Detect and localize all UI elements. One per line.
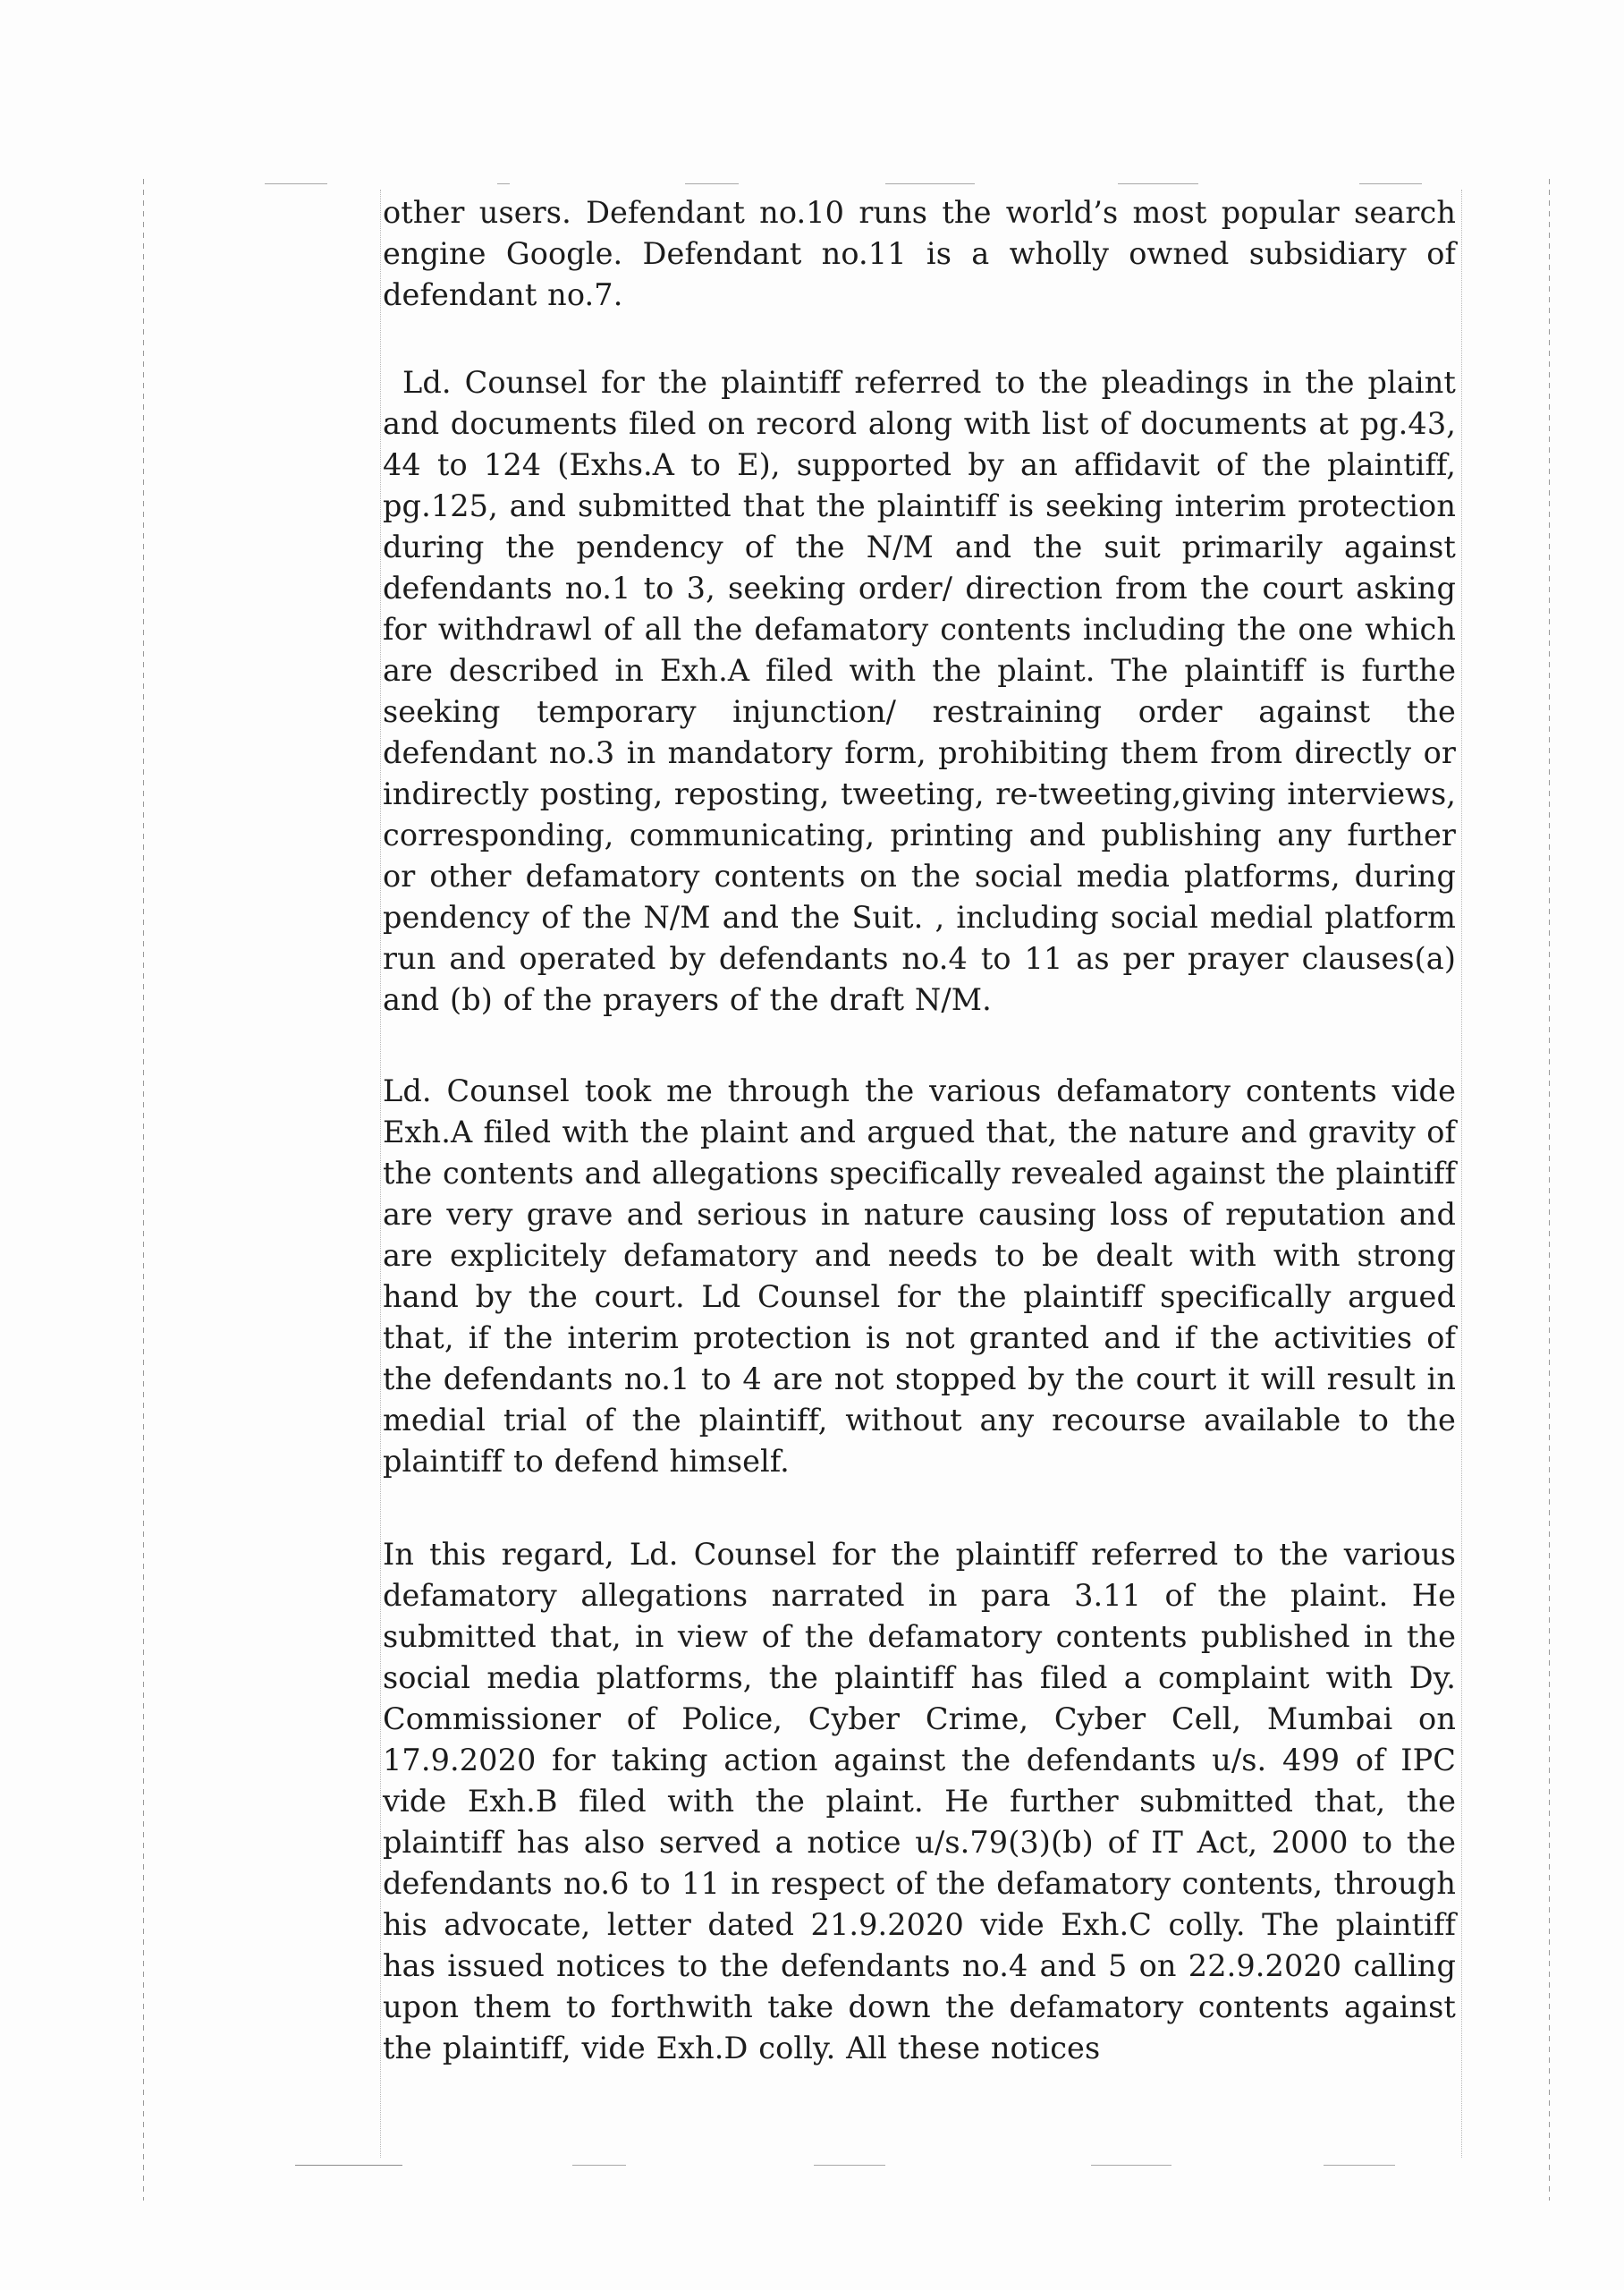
scan-edge-left	[143, 179, 144, 2201]
paragraph: other users. Defendant no.10 runs the world’s most popular search engine Google. Defendant no.11 is a wholly owned subsidiary of defendant no.7.	[383, 195, 1456, 312]
scan-mark-top	[1359, 183, 1422, 184]
scan-mark-bottom	[814, 2165, 885, 2166]
scan-mark-bottom	[1091, 2165, 1171, 2166]
scan-edge-right	[1549, 179, 1550, 2201]
document-body	[383, 192, 1456, 2069]
scan-mark-top	[497, 183, 510, 184]
scan-mark-top	[1118, 183, 1198, 184]
scan-mark-bottom	[572, 2165, 626, 2166]
paragraph: Ld. Counsel took me through the various defamatory contents vide Exh.A filed with the plaint and argued that, the nature and gravity of the contents and allegations specifically revealed against the plaintiff are very grave and serious in nature causing loss of reputation and are explicitely defamatory and needs to be dealt with with strong hand by the court. Ld Counsel for the plaintiff specifically argued that, if the interim protection is not granted and if the activities of the defendants no.1 to 4 are not stopped by the court it will result in medial trial of the plaintiff, without any recourse available to the plaintiff to defend himself.	[383, 1073, 1456, 1479]
scan-mark-top	[885, 183, 975, 184]
scan-mark-top	[685, 183, 739, 184]
paragraph: Ld. Counsel for the plaintiff referred to the pleadings in the plaint and documents filed on record along with list of documents at pg.43, 44 to 124 (Exhs.A to E), supported by an affidavit of the plaintiff, pg.125, and submitted that the plaintiff is seeking interim protection during the pendency of the N/M and the suit primarily against defendants no.1 to 3, seeking order/ direction from the court asking for withdrawl of all the defamatory contents including the one which are described in Exh.A filed with the plaint. The plaintiff is furthe seeking temporary injunction/ restraining order against the defendant no.3 in mandatory form, prohibiting them from directly or indirectly posting, reposting, tweeting, re-tweeting,giving interviews, corresponding, communicating, printing and publishing any further or other defamatory contents on the social media platforms, during pendency of the N/M and the Suit. , including social medial platform run and operated by defendants no.4 to 11 as per prayer clauses(a) and (b) of the prayers of the draft N/M.	[383, 365, 1456, 1017]
scan-mark-top	[265, 183, 327, 184]
scan-mark-bottom	[295, 2165, 402, 2166]
scan-mark-bottom	[1324, 2165, 1395, 2166]
paragraph: In this regard, Ld. Counsel for the plaintiff referred to the various defamatory allegations narrated in para 3.11 of the plaint. He submitted that, in view of the defamatory contents published in the social media platforms, the plaintiff has filed a complaint with Dy. Commissioner of Police, Cyber Crime, Cyber Cell, Mumbai on 17.9.2020 for taking action against the defendants u/s. 499 of IPC vide Exh.B filed with the plaint. He further submitted that, the plaintiff has also served a notice u/s.79(3)(b) of IT Act, 2000 to the defendants no.6 to 11 in respect of the defamatory contents, through his advocate, letter dated 21.9.2020 vide Exh.C colly. The plaintiff has issued notices to the defendants no.4 and 5 on 22.9.2020 calling upon them to forthwith take down the defamatory contents against the plaintiff, vide Exh.D colly. All these notices	[383, 1537, 1456, 2065]
